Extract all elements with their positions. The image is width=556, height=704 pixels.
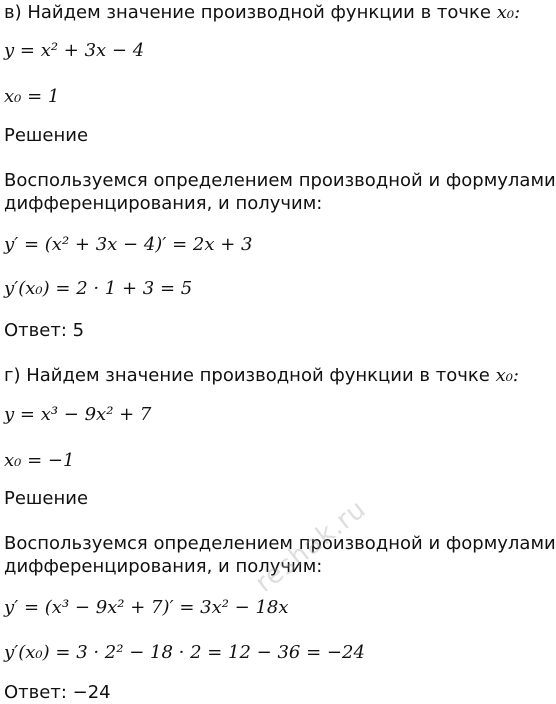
part-v-derivative: y′ = (x² + 3x − 4)′ = 2x + 3 xyxy=(4,234,253,255)
part-g-intro-line1: Воспользуемся определением производной и формулами xyxy=(4,533,556,554)
part-g-point: x₀ = −1 xyxy=(4,450,75,471)
part-g-answer: Ответ: −24 xyxy=(4,682,111,703)
part-g-function: y = x³ − 9x² + 7 xyxy=(4,404,152,425)
part-g-heading-text: г) Найдем значение производной функции в точке xyxy=(4,365,496,386)
part-v-heading-math: x₀: xyxy=(496,2,521,23)
part-v-function: y = x² + 3x − 4 xyxy=(4,40,145,61)
part-v-value: y′(x₀) = 2 · 1 + 3 = 5 xyxy=(4,278,193,299)
part-g-heading-math: x₀: xyxy=(495,365,519,386)
part-v-heading xyxy=(4,2,520,24)
part-g-heading xyxy=(4,365,519,387)
part-g-derivative: y′ = (x³ − 9x² + 7)′ = 3x² − 18x xyxy=(4,597,289,618)
part-g-solution-label: Решение xyxy=(4,488,89,509)
part-g-intro-line2: дифференцирования, и получим: xyxy=(4,556,323,577)
watermark: reshak.ru xyxy=(250,494,373,599)
part-v-answer: Ответ: 5 xyxy=(4,320,85,341)
part-v-point: x₀ = 1 xyxy=(4,86,60,107)
part-v-heading-text: в) Найдем значение производной функции в точке xyxy=(4,2,497,23)
part-v-solution-label: Решение xyxy=(4,125,89,146)
part-v-intro-line2: дифференцирования, и получим: xyxy=(4,193,323,214)
part-g-value: y′(x₀) = 3 · 2² − 18 · 2 = 12 − 36 = −24 xyxy=(4,642,365,663)
part-v-intro-line1: Воспользуемся определением производной и формулами xyxy=(4,170,556,191)
